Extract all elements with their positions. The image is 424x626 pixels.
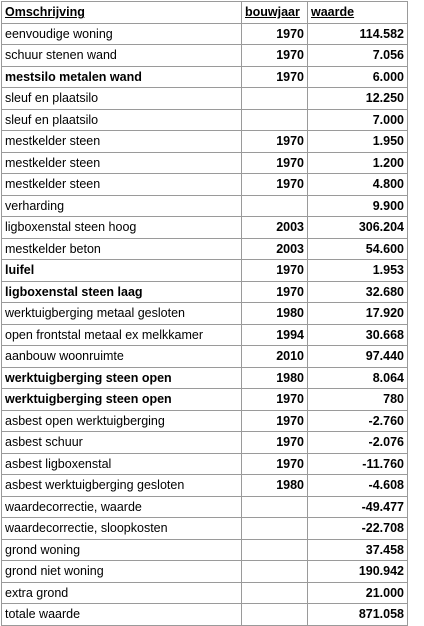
cell-waarde: 1.950 [308,131,408,153]
table-row [2,23,408,45]
cell-waarde: 17.920 [308,303,408,325]
cell-bouwjaar [242,88,308,110]
cell-bouwjaar [242,604,308,626]
table-row [2,432,408,454]
cell-omschrijving: mestkelder steen [2,174,242,196]
table-row [2,453,408,475]
table-row [2,109,408,131]
cell-bouwjaar: 1994 [242,324,308,346]
cell-waarde: 4.800 [308,174,408,196]
table-row [2,324,408,346]
cell-bouwjaar [242,195,308,217]
cell-omschrijving: ligboxenstal steen hoog [2,217,242,239]
cell-waarde: 54.600 [308,238,408,260]
table-row [2,66,408,88]
cell-waarde: -49.477 [308,496,408,518]
table-row [2,475,408,497]
cell-bouwjaar: 2003 [242,217,308,239]
cell-waarde: 1.200 [308,152,408,174]
cell-omschrijving: eenvoudige woning [2,23,242,45]
table-row [2,88,408,110]
table-row [2,174,408,196]
table-row [2,410,408,432]
table-row [2,539,408,561]
cell-omschrijving: asbest schuur [2,432,242,454]
header-omschrijving: Omschrijving [2,2,242,24]
cell-bouwjaar [242,109,308,131]
table-row [2,217,408,239]
cell-omschrijving: schuur stenen wand [2,45,242,67]
cell-bouwjaar: 1970 [242,432,308,454]
cell-omschrijving: waardecorrectie, waarde [2,496,242,518]
cell-bouwjaar [242,518,308,540]
cell-bouwjaar: 2003 [242,238,308,260]
table-row [2,346,408,368]
cell-bouwjaar: 1970 [242,131,308,153]
cell-waarde: 30.668 [308,324,408,346]
cell-waarde: -2.076 [308,432,408,454]
cell-bouwjaar: 1970 [242,66,308,88]
cell-omschrijving: sleuf en plaatsilo [2,109,242,131]
cell-bouwjaar: 1970 [242,23,308,45]
cell-bouwjaar: 1970 [242,45,308,67]
table-row [2,260,408,282]
table-row [2,496,408,518]
table-row [2,389,408,411]
cell-bouwjaar [242,561,308,583]
cell-omschrijving: totale waarde [2,604,242,626]
table-row [2,131,408,153]
table-row [2,582,408,604]
cell-waarde: -22.708 [308,518,408,540]
cell-omschrijving: grond niet woning [2,561,242,583]
header-row [2,2,408,24]
table-row [2,238,408,260]
cell-omschrijving: aanbouw woonruimte [2,346,242,368]
cell-bouwjaar [242,582,308,604]
cell-omschrijving: waardecorrectie, sloopkosten [2,518,242,540]
table-row [2,367,408,389]
table-row [2,303,408,325]
table-row [2,45,408,67]
cell-omschrijving: mestkelder steen [2,152,242,174]
cell-omschrijving: open frontstal metaal ex melkkamer [2,324,242,346]
cell-waarde: -4.608 [308,475,408,497]
cell-omschrijving: verharding [2,195,242,217]
table-row [2,152,408,174]
cell-waarde: 1.953 [308,260,408,282]
table-row [2,281,408,303]
cell-bouwjaar: 1970 [242,389,308,411]
cell-bouwjaar [242,539,308,561]
cell-omschrijving: luifel [2,260,242,282]
cell-bouwjaar: 2010 [242,346,308,368]
cell-waarde: 190.942 [308,561,408,583]
cell-waarde: 306.204 [308,217,408,239]
cell-waarde: 32.680 [308,281,408,303]
cell-omschrijving: asbest open werktuigberging [2,410,242,432]
cell-omschrijving: asbest werktuigberging gesloten [2,475,242,497]
cell-waarde: 6.000 [308,66,408,88]
cell-omschrijving: ligboxenstal steen laag [2,281,242,303]
cell-bouwjaar: 1980 [242,475,308,497]
cell-waarde: 114.582 [308,23,408,45]
cell-bouwjaar: 1970 [242,281,308,303]
cell-bouwjaar: 1980 [242,367,308,389]
cell-omschrijving: mestsilo metalen wand [2,66,242,88]
cell-waarde: 7.056 [308,45,408,67]
table-row [2,604,408,626]
cell-waarde: 21.000 [308,582,408,604]
cell-omschrijving: werktuigberging metaal gesloten [2,303,242,325]
cell-bouwjaar: 1970 [242,410,308,432]
cell-waarde: 9.900 [308,195,408,217]
cell-waarde: 7.000 [308,109,408,131]
valuation-table [1,1,408,626]
cell-omschrijving: werktuigberging steen open [2,367,242,389]
cell-bouwjaar: 1970 [242,152,308,174]
cell-omschrijving: sleuf en plaatsilo [2,88,242,110]
cell-omschrijving: grond woning [2,539,242,561]
cell-waarde: 780 [308,389,408,411]
cell-bouwjaar [242,496,308,518]
table-row [2,195,408,217]
cell-bouwjaar: 1970 [242,260,308,282]
cell-waarde: 37.458 [308,539,408,561]
cell-omschrijving: mestkelder steen [2,131,242,153]
cell-waarde: 871.058 [308,604,408,626]
cell-bouwjaar: 1970 [242,174,308,196]
cell-waarde: -11.760 [308,453,408,475]
cell-omschrijving: asbest ligboxenstal [2,453,242,475]
header-bouwjaar: bouwjaar [242,2,308,24]
cell-waarde: 97.440 [308,346,408,368]
cell-omschrijving: extra grond [2,582,242,604]
table-row [2,561,408,583]
cell-bouwjaar: 1970 [242,453,308,475]
header-waarde: waarde [308,2,408,24]
cell-waarde: 12.250 [308,88,408,110]
table-row [2,518,408,540]
cell-omschrijving: werktuigberging steen open [2,389,242,411]
cell-waarde: 8.064 [308,367,408,389]
cell-bouwjaar: 1980 [242,303,308,325]
cell-omschrijving: mestkelder beton [2,238,242,260]
cell-waarde: -2.760 [308,410,408,432]
